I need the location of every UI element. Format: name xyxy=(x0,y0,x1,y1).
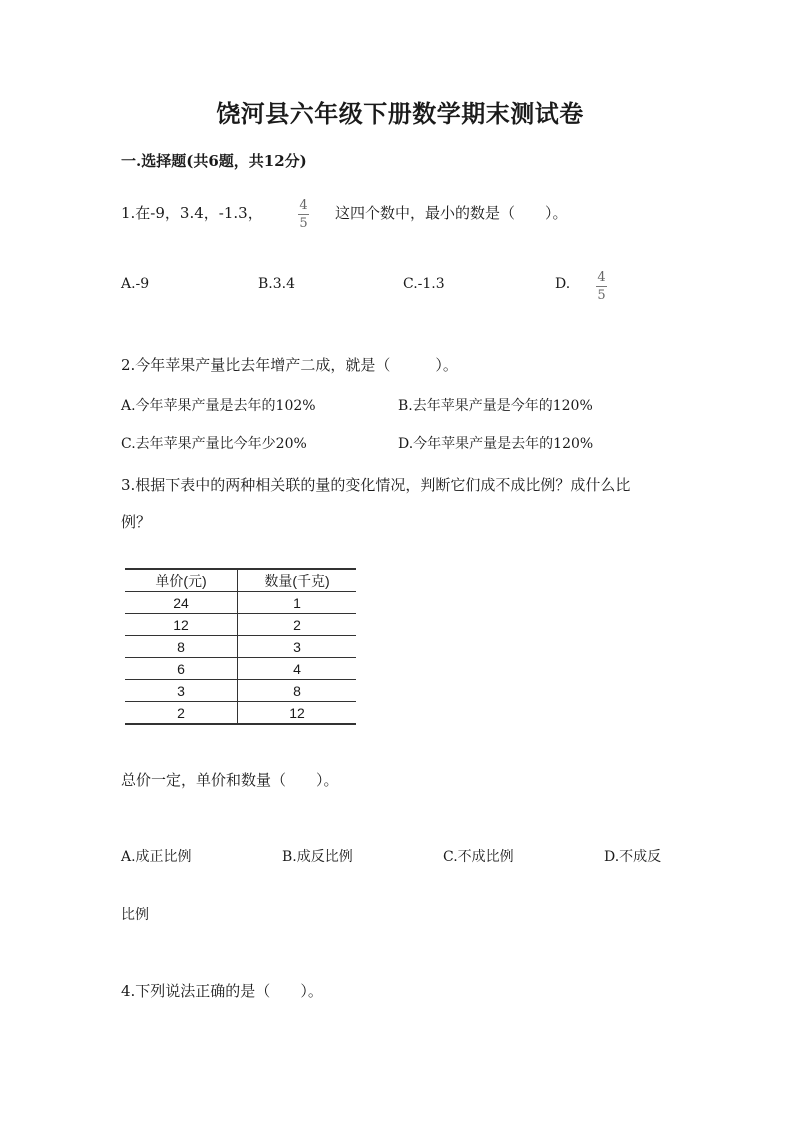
table-header-cell: 数量(千克) xyxy=(238,569,357,592)
q3-option-d-wrap: 比例 xyxy=(121,907,149,923)
table-cell: 3 xyxy=(238,636,357,658)
price-quantity-table xyxy=(125,568,356,725)
table-cell: 1 xyxy=(238,592,357,614)
table-row xyxy=(125,680,356,702)
fraction-bar xyxy=(298,214,309,215)
q1-option-d-fraction xyxy=(596,270,607,303)
table-cell: 24 xyxy=(125,592,238,614)
table-cell: 8 xyxy=(238,680,357,702)
table-header-row xyxy=(125,569,356,592)
q3-stem-line1: 3.根据下表中的两种相关联的量的变化情况，判断它们成不成比例？成什么比 xyxy=(121,476,631,494)
q3-stem-line2: 例？ xyxy=(121,513,152,531)
table-cell: 12 xyxy=(238,702,357,725)
q1-option-d-denominator: 5 xyxy=(597,288,606,303)
table-row xyxy=(125,614,356,636)
q1-stem-part2: 这四个数中，最小的数是（ ）。 xyxy=(335,204,568,222)
table-cell: 3 xyxy=(125,680,238,702)
page-title: 饶河县六年级下册数学期末测试卷 xyxy=(216,99,584,128)
q2-option-d: D.今年苹果产量是去年的120% xyxy=(398,436,594,452)
q1-fraction xyxy=(298,198,309,231)
table-cell: 2 xyxy=(238,614,357,636)
table-row xyxy=(125,702,356,725)
table-row xyxy=(125,658,356,680)
q1-option-a: A.-9 xyxy=(121,276,150,292)
q2-option-c: C.去年苹果产量比今年少20% xyxy=(121,436,307,452)
q2-option-a: A.今年苹果产量是去年的102% xyxy=(121,398,316,414)
table-cell: 6 xyxy=(125,658,238,680)
q1-option-d-numerator: 4 xyxy=(597,270,606,285)
table-row xyxy=(125,592,356,614)
q4-stem: 4.下列说法正确的是（ ）。 xyxy=(121,982,323,1000)
table-header-cell: 单价(元) xyxy=(125,569,238,592)
table-cell: 12 xyxy=(125,614,238,636)
q3-option-b: B.成反比例 xyxy=(282,849,353,865)
q1-stem-part1: 1.在-9，3.4，-1.3， xyxy=(121,204,263,222)
q1-fraction-denominator: 5 xyxy=(299,216,308,231)
fraction-bar xyxy=(596,286,607,287)
q3-option-a: A.成正比例 xyxy=(121,849,192,865)
section-heading: 一.选择题(共6题，共12分) xyxy=(121,152,307,170)
q3-option-d: D.不成反 xyxy=(604,849,662,865)
q3-question: 总价一定，单价和数量（ ）。 xyxy=(121,771,339,789)
table-row xyxy=(125,636,356,658)
q2-stem: 2.今年苹果产量比去年增产二成，就是（ ）。 xyxy=(121,356,458,374)
table-cell: 2 xyxy=(125,702,238,725)
q1-option-c: C.-1.3 xyxy=(403,276,445,292)
q3-option-c: C.不成比例 xyxy=(443,849,514,865)
q1-option-b: B.3.4 xyxy=(258,276,296,292)
table-cell: 4 xyxy=(238,658,357,680)
q2-option-b: B.去年苹果产量是今年的120% xyxy=(398,398,593,414)
q1-option-d: D. xyxy=(555,276,571,292)
table-cell: 8 xyxy=(125,636,238,658)
q1-fraction-numerator: 4 xyxy=(299,198,308,213)
